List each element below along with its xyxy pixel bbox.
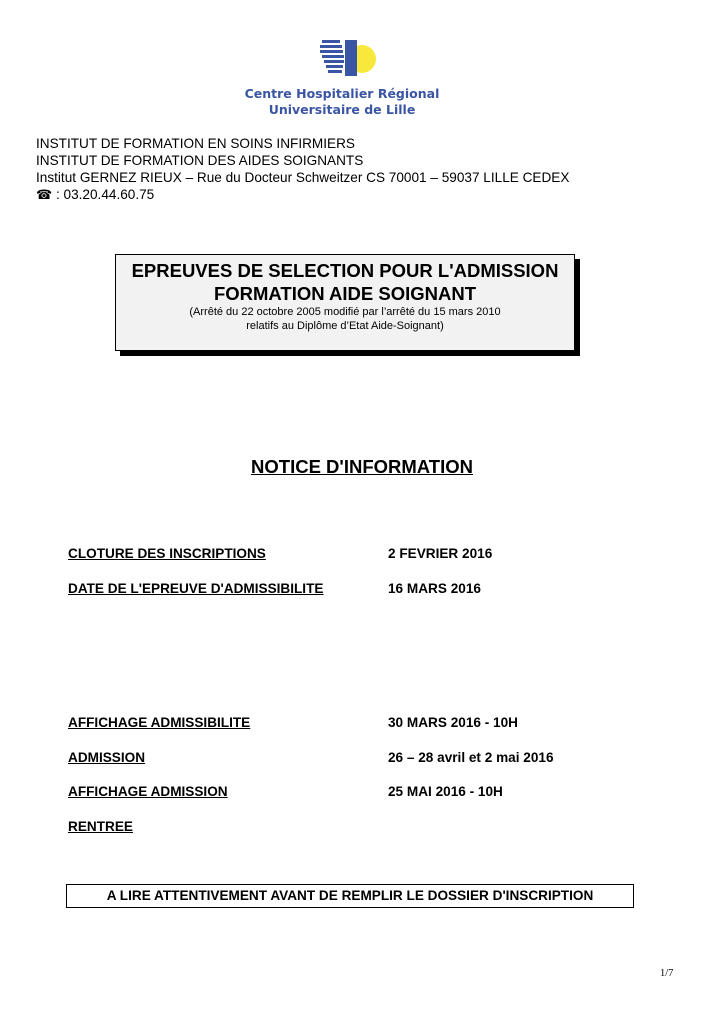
schedule-value: 30 MARS 2016 - 10H <box>388 715 518 730</box>
header-line-2: INSTITUT DE FORMATION DES AIDES SOIGNANTS <box>36 153 364 168</box>
logo-line-1: Centre Hospitalier Régional <box>244 86 440 101</box>
phone-number: : 03.20.44.60.75 <box>52 187 155 202</box>
title-note-2: relatifs au Diplôme d’Etat Aide-Soignant) <box>246 320 444 332</box>
schedule-label: RENTREE <box>68 819 133 834</box>
title-note-1: (Arrêté du 22 octobre 2005 modifié par l’arrêté du 15 mars 2010 <box>189 306 501 318</box>
title-line-1: EPREUVES DE SELECTION POUR L'ADMISSION <box>131 260 559 281</box>
read-notice-box: A LIRE ATTENTIVEMENT AVANT DE REMPLIR LE DOSSIER D'INSCRIPTION <box>66 884 634 908</box>
notice-heading <box>0 456 724 478</box>
notice-heading-text: NOTICE D'INFORMATION <box>251 456 473 477</box>
schedule-value: 25 MAI 2016 - 10H <box>388 784 503 799</box>
header-line-3: Institut GERNEZ RIEUX – Rue du Docteur Schweitzer CS 70001 – 59037 LILLE CEDEX <box>36 170 570 185</box>
schedule-value: 16 MARS 2016 <box>388 581 481 596</box>
telephone-icon: ☎ <box>36 188 53 203</box>
schedule-label: AFFICHAGE ADMISSIBILITE <box>68 715 251 730</box>
chru-logo <box>244 34 460 124</box>
title-line-2: FORMATION AIDE SOIGNANT <box>213 283 477 304</box>
schedule-label: CLOTURE DES INSCRIPTIONS <box>68 546 266 561</box>
schedule-label: ADMISSION <box>68 750 146 765</box>
title-box <box>115 254 575 351</box>
header-line-1: INSTITUT DE FORMATION EN SOINS INFIRMIERS <box>36 136 355 151</box>
schedule-label: AFFICHAGE ADMISSION <box>68 784 228 799</box>
phone-line <box>36 186 569 204</box>
institution-header <box>36 135 569 204</box>
chru-logo-emblem <box>308 34 388 84</box>
page-number: 1/7 <box>660 968 674 979</box>
schedule-value: 2 FEVRIER 2016 <box>388 546 493 561</box>
schedule-label: DATE DE L'EPREUVE D'ADMISSIBILITE <box>68 581 324 596</box>
schedule-value: 26 – 28 avril et 2 mai 2016 <box>388 750 554 765</box>
logo-line-2: Universitaire de Lille <box>268 102 416 117</box>
